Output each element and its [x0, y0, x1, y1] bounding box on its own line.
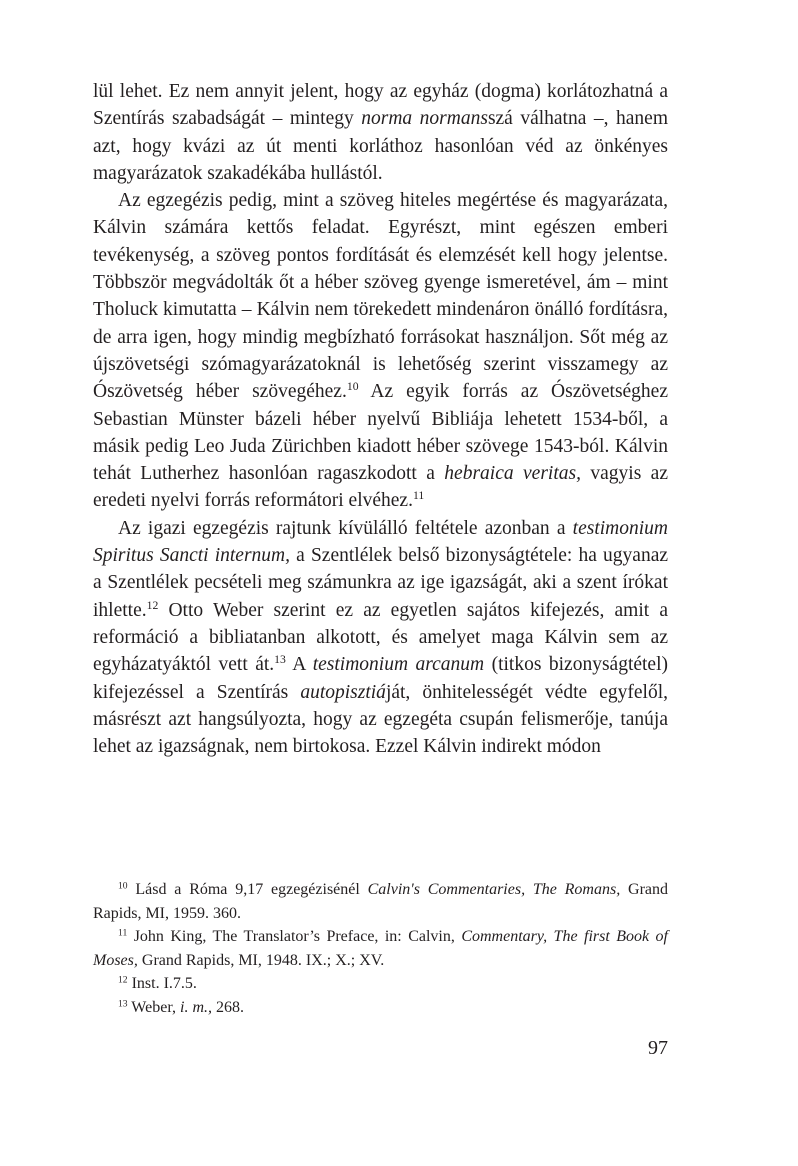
- footnote: [93, 996, 668, 1020]
- text-run: A: [285, 654, 313, 676]
- text-run: Az egyik forrás az Ószövetséghez Sebastian Münster bázeli héber nyelvű Bibliája lehetett 1534-ből, a másik pedig Leo Juda Zürichben kiadott héber szövege 1543-ból. Kálvin tehát Lutherhez hasonlóan ragaszkodott a: [93, 381, 668, 485]
- text-run: John King, The Translator’s Preface, in: Calvin,: [127, 928, 462, 945]
- footnote: [93, 878, 668, 925]
- text-run: vagyis az eredeti nyelvi forrás reformátori elvéhez.: [93, 463, 668, 512]
- paragraph: [93, 515, 668, 761]
- text-run: Weber,: [127, 998, 181, 1016]
- footnote: [93, 925, 668, 972]
- text-run: Otto Weber szerint ez az egyetlen sajátos kifejezés, amit a reformáció a bibliatanban alkotott, és amelyet maga Kálvin sem az egyházatyáktól vett át.: [93, 599, 668, 676]
- footnotes: [93, 878, 668, 1019]
- footnote-reference: 13: [274, 653, 286, 667]
- italic-text: Commentary, The first Book of Moses,: [93, 928, 668, 969]
- page-body: [93, 78, 668, 760]
- italic-text: testimonium Spiritus Sancti internum,: [93, 517, 668, 567]
- text-run: Lásd a Róma 9,17 egzegézisénél: [127, 881, 368, 898]
- text-run: (titkos bizonyságtétel) kifejezéssel a Szentírás: [93, 654, 668, 703]
- paragraph: [93, 187, 668, 515]
- italic-text: i. m.,: [180, 998, 213, 1016]
- footnote-reference: 13: [118, 997, 128, 1009]
- footnote-reference: 10: [118, 880, 128, 892]
- page-number: 97: [648, 1037, 668, 1059]
- footnote-reference: 12: [118, 974, 128, 986]
- italic-text: Calvin's Commentaries, The Romans,: [367, 881, 621, 898]
- italic-text: testimonium arcanum: [312, 654, 485, 676]
- main-text: [93, 78, 668, 760]
- italic-text: autopisztiá: [300, 681, 386, 703]
- italic-text: hebraica veritas,: [444, 463, 581, 485]
- footnote-reference: 10: [346, 380, 359, 394]
- text-run: ját, önhitelességét védte egyfelől, másrészt azt hangsúlyozta, hogy az egzegéta csupán felismerője, tanúja lehet az igazságnak, nem birtokosa. Ezzel Kálvin indirekt módon: [93, 681, 668, 758]
- text-run: Inst. I.7.5.: [127, 975, 197, 992]
- italic-text: norma normans: [361, 108, 488, 130]
- text-run: szá válhatna –, hanem azt, hogy kvázi az út menti korláthoz hasonlóan véd az önkényes magyarázatok szakadékába hullástól.: [93, 108, 668, 184]
- text-run: Grand Rapids, MI, 1948. IX.; X.; XV.: [137, 951, 385, 969]
- text-run: Az egzegézis pedig, mint a szöveg hiteles megértése és magyarázata, Kálvin számára kettős feladat. Egyrészt, mint egészen emberi tevékenység, a szöveg pontos fordítását és elemzését kell hogy jelentse. Többször megvádolták őt a héber szöveg gyenge ismeretével, ám – mint Tholuck kimutatta – Kálvin nem törekedett mindenáron önálló fordításra, de arra igen, hogy mindig megbízható forrásokat használjon. Sőt még az újszövetségi szómagyarázatoknál is lehetőség szerint visszamegy az Ószövetség héber szövegéhez.: [93, 190, 668, 403]
- text-run: 268.: [212, 998, 245, 1016]
- footnote-reference: 12: [146, 598, 159, 612]
- footnote-reference: 11: [118, 927, 128, 939]
- text-run: lül lehet. Ez nem annyit jelent, hogy az egyház (dogma) korlátozhatná a Szentírás szabadságát – mintegy: [93, 81, 668, 130]
- text-run: Az igazi egzegézis rajtunk kívülálló feltétele azonban a: [118, 517, 573, 539]
- footnote: [93, 972, 668, 996]
- footnote-reference: 11: [412, 489, 425, 503]
- text-run: Grand Rapids, MI, 1959. 360.: [93, 881, 668, 922]
- paragraph: [93, 78, 668, 187]
- text-run: a Szentlélek belső bizonyságtétele: ha ugyanaz a Szentlélek pecsételi meg számunkra az ige igazságát, aki a szent írókat ihlette.: [93, 545, 669, 621]
